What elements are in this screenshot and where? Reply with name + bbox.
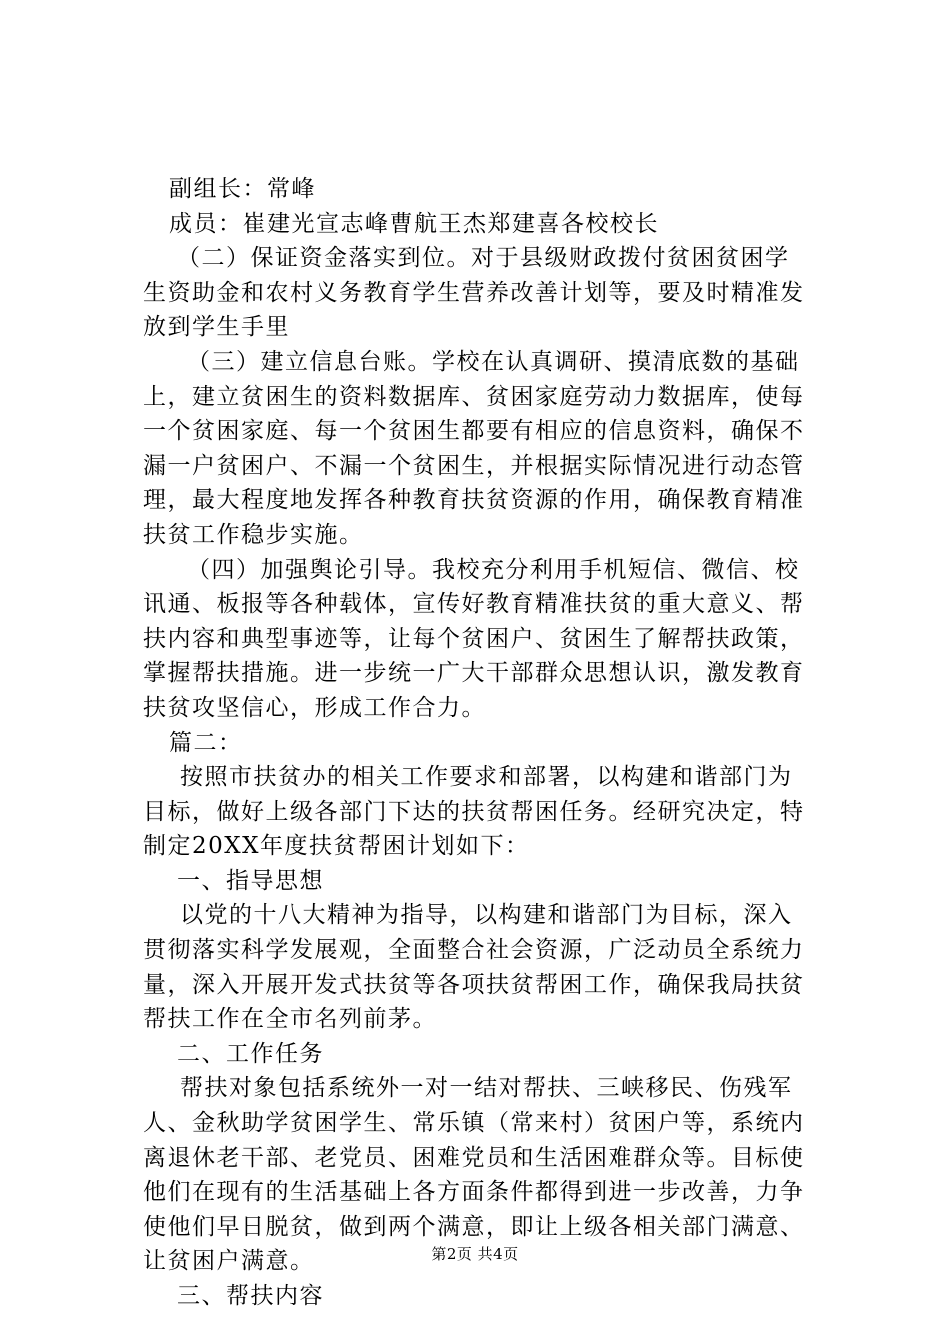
text-line: 讯通、板报等各种载体，宣传好教育精准扶贫的重大意义、帮 [143,591,805,618]
text-line: 生资助金和农村义务教育学生营养改善计划等，要及时精准发 [143,279,805,306]
text-line: （四）加强舆论引导。我校充分利用手机短信、微信、校 [187,556,800,583]
text-line: 贯彻落实科学发展观，全面整合社会资源，广泛动员全系统力 [143,937,805,964]
text-line: 一个贫困家庭、每一个贫困生都要有相应的信息资料，确保不 [143,418,805,445]
text-line: 离退休老干部、老党员、困难党员和生活困难群众等。目标使 [143,1144,805,1171]
text-line: 漏一户贫困户、不漏一个贫困生，并根据实际情况进行动态管 [143,452,805,479]
text-line: 目标，做好上级各部门下达的扶贫帮困任务。经研究决定，特 [143,798,805,825]
text-line: 按照市扶贫办的相关工作要求和部署，以构建和谐部门为 [180,764,793,791]
text-line: 掌握帮扶措施。进一步统一广大干部群众思想认识，激发教育 [143,660,805,687]
text-line: 扶内容和典型事迹等，让每个贫困户、贫困生了解帮扶政策， [143,625,805,652]
text-line: 以党的十八大精神为指导，以构建和谐部门为目标，深入 [180,902,793,929]
text-line: 使他们早日脱贫，做到两个满意，即让上级各相关部门满意、 [143,1213,805,1240]
text-line: 让贫困户满意。 [143,1248,315,1275]
text-line: 帮扶对象包括系统外一对一结对帮扶、三峡移民、伤残军 [180,1075,793,1102]
text-line: 一、指导思想 [177,867,324,894]
text-line: 上，建立贫困生的资料数据库、贫困家庭劳动力数据库，使每 [143,383,805,410]
text-line: 人、金秋助学贫困学生、常乐镇（常来村）贫困户等，系统内 [143,1110,805,1137]
text-line: 量，深入开展开发式扶贫等各项扶贫帮困工作，确保我局扶贫 [143,971,805,998]
document-body [143,172,833,1314]
text-line: 扶贫攻坚信心，形成工作合力。 [143,694,486,721]
text-line: 成员：崔建光宣志峰曹航王杰郑建喜各校校长 [169,210,659,237]
text-line: 扶贫工作稳步实施。 [143,521,364,548]
text-line: 副组长：常峰 [169,176,316,202]
text-line: 理，最大程度地发挥各种教育扶贫资源的作用，确保教育精准 [143,487,805,514]
text-line: （三）建立信息台账。学校在认真调研、摸清底数的基础 [187,348,800,375]
text-line: 放到学生手里 [143,314,290,341]
text-line: 篇二： [169,729,243,756]
page-number-footer: 第2页 共4页 [431,1245,519,1263]
text-line: 二、工作任务 [177,1040,324,1067]
text-line: 他们在现有的生活基础上各方面条件都得到进一步改善，力争 [143,1179,805,1206]
text-line: 帮扶工作在全市名列前茅。 [143,1006,437,1033]
text-line: （二）保证资金落实到位。对于县级财政拨付贫困贫困学 [177,245,790,272]
text-line: 三、帮扶内容 [177,1283,324,1309]
text-line: 制定20XX年度扶贫帮困计划如下： [143,833,530,860]
